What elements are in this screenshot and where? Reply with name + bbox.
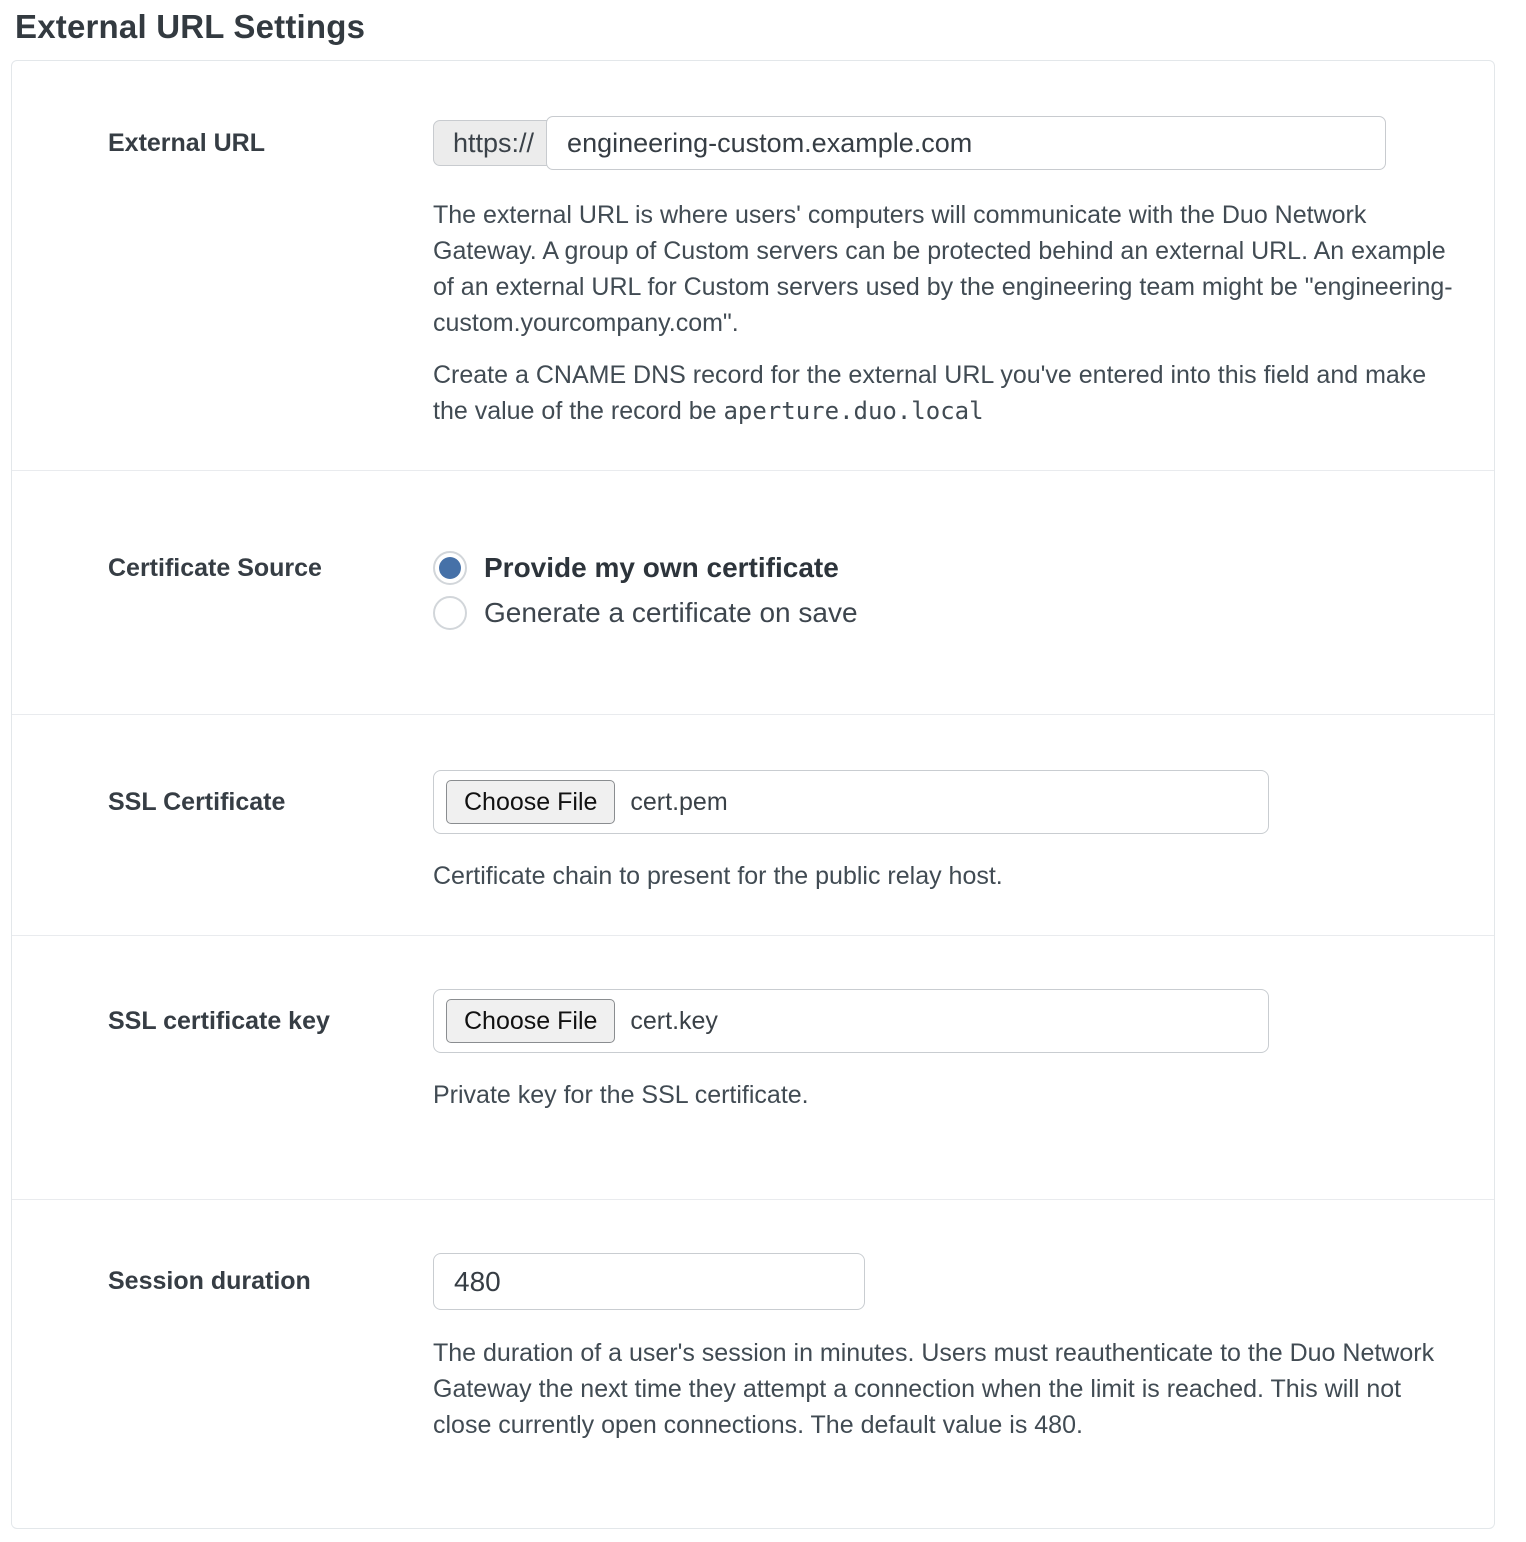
ssl-certificate-file-name: cert.pem	[630, 787, 728, 816]
session-duration-help-text: The duration of a user's session in minutes. Users must reauthenticate to the Duo Network Gateway the next time they attempt a connection when the limit is reached. This will not close currently open connections. The default value is 480.	[433, 1339, 1435, 1439]
external-url-help-text: The external URL is where users' computers will communicate with the Duo Network Gateway. A group of Custom servers can be protected behind an external URL. An example of an external URL for Custom servers used by the engineering team might be "engineering-custom.yourcompany.com".	[433, 201, 1453, 337]
radio-provide-certificate-icon[interactable]	[433, 551, 467, 585]
external-url-row	[12, 61, 1494, 471]
ssl-certificate-key-file-input[interactable]	[433, 989, 1269, 1053]
ssl-certificate-label: SSL Certificate	[108, 788, 286, 816]
session-duration-row	[12, 1200, 1494, 1528]
https-prefix-addon: https://	[433, 120, 554, 166]
ssl-certificate-file-input[interactable]	[433, 770, 1269, 834]
ssl-certificate-help-text: Certificate chain to present for the public relay host.	[433, 862, 1003, 890]
external-url-settings-panel	[11, 60, 1495, 1529]
session-duration-label: Session duration	[108, 1267, 311, 1295]
certificate-source-row	[12, 471, 1494, 715]
cname-record-value: aperture.duo.local	[723, 397, 984, 425]
certificate-source-option-provide[interactable]	[433, 551, 1460, 585]
ssl-certificate-key-row	[12, 936, 1494, 1200]
radio-provide-certificate-label[interactable]: Provide my own certificate	[484, 552, 839, 583]
session-duration-input[interactable]	[433, 1253, 865, 1310]
external-url-label: External URL	[108, 129, 265, 157]
certificate-source-label: Certificate Source	[108, 554, 322, 582]
ssl-certificate-key-help-text: Private key for the SSL certificate.	[433, 1081, 809, 1109]
ssl-certificate-choose-file-button[interactable]: Choose File	[446, 780, 615, 824]
external-url-input[interactable]	[546, 116, 1386, 170]
ssl-certificate-key-label: SSL certificate key	[108, 1007, 330, 1035]
ssl-certificate-key-file-name: cert.key	[630, 1006, 718, 1035]
page-title: External URL Settings	[15, 8, 366, 45]
radio-generate-certificate-icon[interactable]	[433, 596, 467, 630]
ssl-certificate-row	[12, 715, 1494, 936]
ssl-certificate-key-choose-file-button[interactable]: Choose File	[446, 999, 615, 1043]
certificate-source-option-generate[interactable]	[433, 596, 1460, 630]
radio-generate-certificate-label[interactable]: Generate a certificate on save	[484, 597, 858, 628]
external-url-cname-help-text: Create a CNAME DNS record for the external URL you've entered into this field and make the value of the record be aperture.duo.local	[433, 361, 1427, 425]
external-url-input-group	[433, 116, 1386, 170]
